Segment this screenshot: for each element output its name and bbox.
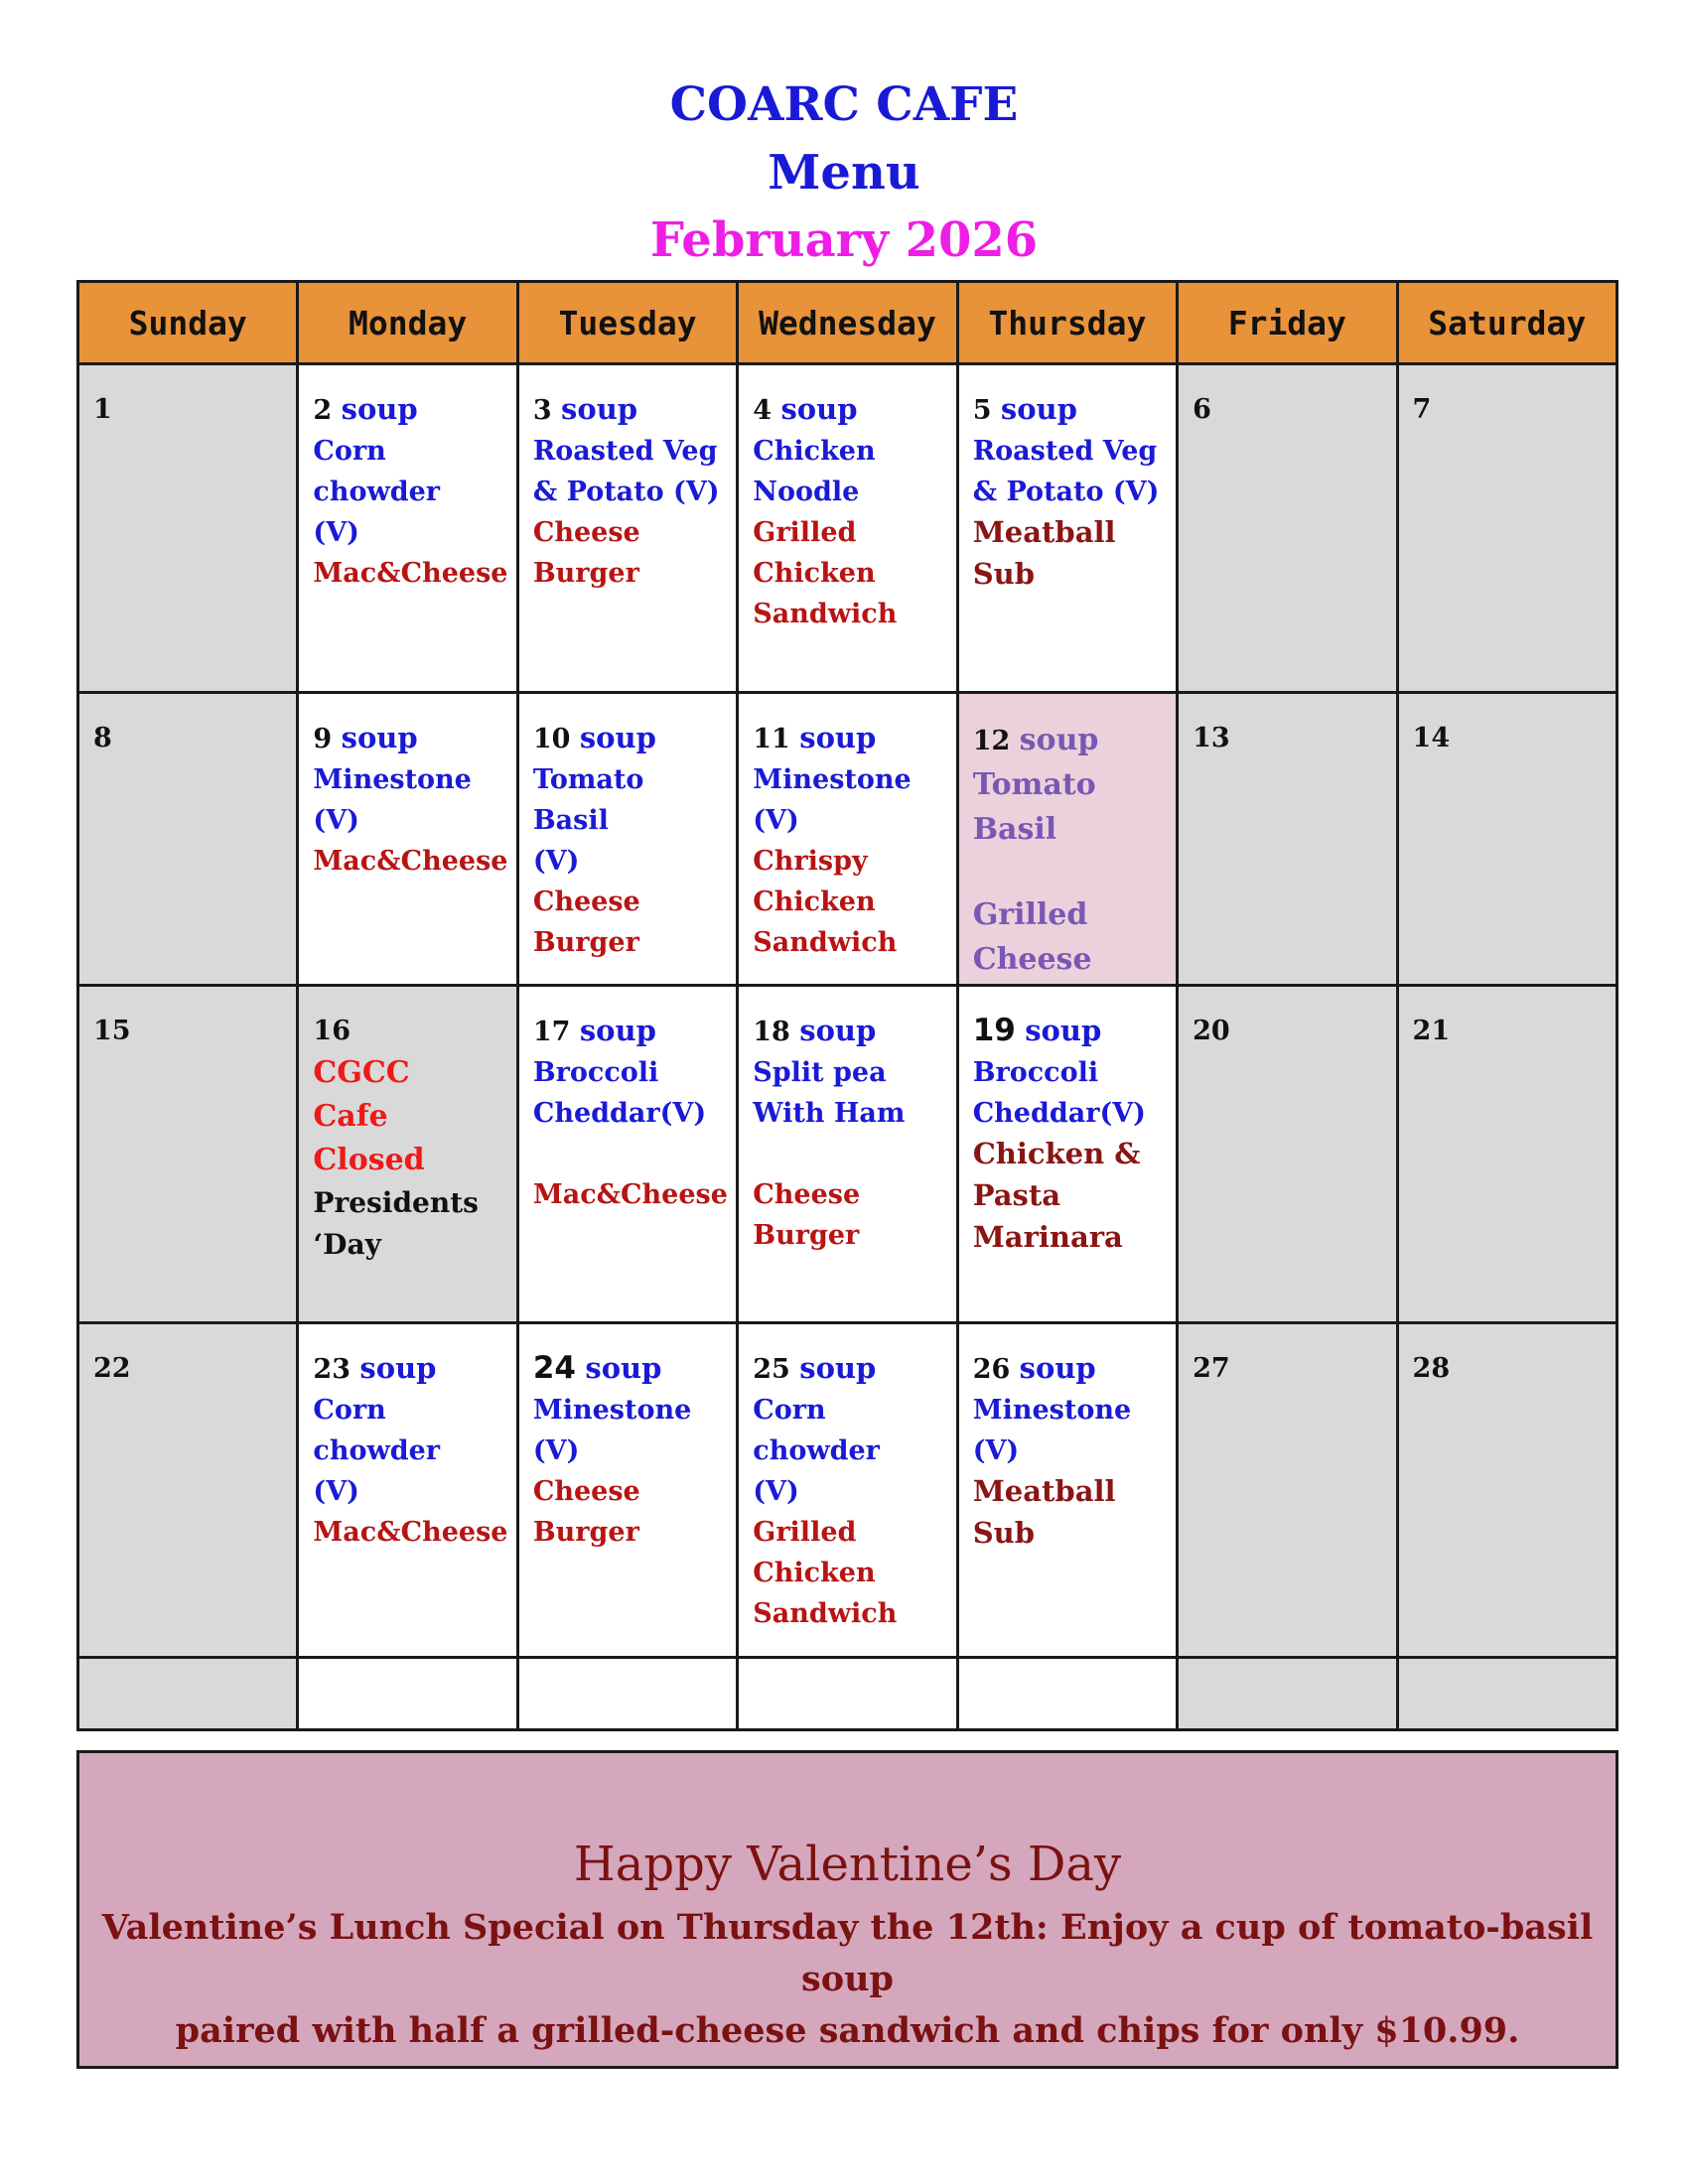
day-cell-16-closed	[298, 986, 517, 1322]
soup-name: Chicken	[753, 436, 876, 468]
day-cell-24	[517, 1322, 737, 1657]
day-cell-2	[298, 364, 517, 693]
week-row-4	[78, 1322, 1618, 1657]
cafe-title: COARC CAFE	[669, 77, 1019, 132]
entree-name: Pasta	[972, 1178, 1061, 1213]
day-number: 10	[532, 724, 571, 755]
day-number: 28	[1412, 1352, 1451, 1384]
day-cell-14	[1397, 693, 1617, 986]
empty-cell	[298, 1657, 517, 1729]
day-number: 14	[1412, 723, 1451, 754]
day-cell-4	[738, 364, 957, 693]
soup-name: & Potato (V)	[972, 477, 1160, 508]
weekday-thursday: Thursday	[957, 282, 1177, 364]
entree-name: Chicken	[753, 1557, 876, 1588]
day-cell-13	[1178, 693, 1397, 986]
banner-body	[79, 1902, 1616, 2057]
empty-cell	[738, 1657, 957, 1729]
day-number: 5	[972, 395, 992, 427]
day-number: 20	[1193, 1016, 1230, 1047]
closed-notice: Cafe Closed	[313, 1099, 425, 1178]
entree-name: Sandwich	[753, 1597, 898, 1629]
entree-name: Sandwich	[753, 927, 898, 959]
day-number: 27	[1193, 1352, 1230, 1384]
day-number: 18	[753, 1017, 790, 1048]
soup-label: soup	[579, 1014, 656, 1048]
soup-name: Split pea	[753, 1057, 887, 1089]
entree-name: Cheese	[972, 942, 1092, 978]
day-cell-25	[738, 1322, 957, 1657]
soup-label: soup	[561, 392, 638, 427]
day-number: 19	[972, 1013, 1016, 1049]
day-number: 1	[93, 394, 112, 426]
soup-name: Corn chowder	[313, 1394, 441, 1466]
day-cell-18	[738, 986, 957, 1322]
weekday-sunday: Sunday	[78, 282, 298, 364]
day-number: 3	[532, 395, 552, 427]
entree-name: Mac&Cheese	[313, 846, 508, 878]
soup-name: Broccoli	[972, 1057, 1099, 1089]
soup-label: soup	[1000, 392, 1077, 427]
empty-cell	[1397, 1657, 1617, 1729]
menu-calendar	[76, 280, 1618, 1731]
soup-name: Cheddar(V)	[532, 1098, 707, 1130]
empty-cell	[517, 1657, 737, 1729]
day-number: 16	[313, 1016, 351, 1047]
day-cell-22	[78, 1322, 298, 1657]
soup-name: Roasted Veg	[532, 436, 718, 468]
empty-cell	[78, 1657, 298, 1729]
weekday-header-row	[78, 282, 1618, 364]
day-number: 11	[753, 724, 790, 755]
entree-name: Sandwich	[753, 599, 898, 630]
holiday-note: Presidents	[313, 1186, 479, 1220]
entree-name: Chicken	[753, 887, 876, 918]
day-cell-11	[738, 693, 957, 986]
day-cell-28	[1397, 1322, 1617, 1657]
day-cell-27	[1178, 1322, 1397, 1657]
soup-name: With Ham	[753, 1098, 906, 1130]
soup-name: & Potato (V)	[532, 477, 720, 508]
banner-line-1: Valentine’s Lunch Special on Thursday the 12th: Enjoy a cup of tomato-basil soup	[101, 1907, 1594, 1999]
soup-name: (V)	[753, 1475, 799, 1507]
day-number: 24	[532, 1349, 576, 1386]
day-number: 2	[313, 395, 333, 427]
closed-notice: CGCC	[313, 1055, 410, 1091]
soup-name: (V)	[532, 846, 580, 878]
day-cell-6	[1178, 364, 1397, 693]
soup-name: (V)	[313, 805, 359, 837]
entree-name: Grilled	[972, 897, 1088, 933]
week-row-3	[78, 986, 1618, 1322]
soup-label: soup	[799, 1014, 877, 1048]
day-cell-10	[517, 693, 737, 986]
day-number: 13	[1193, 723, 1230, 754]
day-cell-7	[1397, 364, 1617, 693]
week-row-1	[78, 364, 1618, 693]
entree-name: Chicken	[753, 558, 876, 590]
day-number: 12	[972, 726, 1011, 757]
empty-cell	[1178, 1657, 1397, 1729]
soup-name: (V)	[972, 1434, 1020, 1466]
soup-name: Corn chowder	[313, 436, 441, 508]
soup-name: Corn chowder	[753, 1394, 880, 1466]
entree-name: Meatball Sub	[972, 1473, 1116, 1550]
day-number: 4	[753, 395, 773, 427]
entree-name: Marinara	[972, 1220, 1123, 1255]
soup-name: (V)	[532, 1434, 580, 1466]
weekday-monday: Monday	[298, 282, 517, 364]
entree-name: Grilled	[753, 517, 857, 549]
soup-label: soup	[1019, 723, 1099, 758]
weekday-wednesday: Wednesday	[738, 282, 957, 364]
day-cell-19	[957, 986, 1177, 1322]
day-number: 23	[313, 1353, 351, 1385]
day-cell-5	[957, 364, 1177, 693]
day-number: 26	[972, 1353, 1011, 1385]
entree-name: Mac&Cheese	[313, 558, 508, 590]
soup-label: soup	[585, 1350, 662, 1385]
soup-name: Minestone (V)	[753, 764, 912, 837]
entree-name: Chrispy	[753, 846, 868, 878]
holiday-note: ‘Day	[313, 1228, 381, 1262]
valentine-banner	[76, 1750, 1618, 2069]
day-cell-15	[78, 986, 298, 1322]
day-number: 6	[1193, 394, 1211, 426]
week-row-2	[78, 693, 1618, 986]
entree-name: Meatball Sub	[972, 515, 1116, 592]
week-row-empty	[78, 1657, 1618, 1729]
entree-name: Cheese Burger	[532, 1475, 640, 1548]
soup-name: Cheddar(V)	[972, 1098, 1146, 1130]
soup-label: soup	[780, 392, 858, 427]
soup-label: soup	[1019, 1350, 1096, 1385]
soup-label: soup	[341, 721, 418, 755]
day-number: 21	[1412, 1016, 1451, 1047]
soup-name: (V)	[313, 517, 359, 549]
soup-name: Roasted Veg	[972, 436, 1158, 468]
entree-name: Grilled	[753, 1516, 857, 1548]
soup-name: Minestone	[313, 764, 472, 796]
day-cell-26	[957, 1322, 1177, 1657]
soup-label: soup	[1025, 1014, 1102, 1048]
soup-name: Tomato Basil	[532, 764, 644, 837]
soup-name: Minestone	[972, 1394, 1132, 1426]
empty-cell	[957, 1657, 1177, 1729]
day-cell-17	[517, 986, 737, 1322]
soup-name: (V)	[313, 1475, 359, 1507]
day-number: 17	[532, 1017, 571, 1048]
entree-name: Cheese Burger	[532, 887, 640, 959]
soup-label: soup	[579, 721, 656, 755]
day-cell-8	[78, 693, 298, 986]
day-number: 22	[93, 1352, 131, 1384]
entree-name: Chicken &	[972, 1137, 1141, 1171]
day-cell-23	[298, 1322, 517, 1657]
day-cell-3	[517, 364, 737, 693]
soup-name: Minestone	[532, 1394, 692, 1426]
soup-label: soup	[359, 1350, 437, 1385]
banner-line-2: paired with half a grilled-cheese sandwich and chips for only $10.99.	[175, 2010, 1520, 2051]
day-cell-21	[1397, 986, 1617, 1322]
day-cell-9	[298, 693, 517, 986]
day-cell-12-valentine-special	[957, 693, 1177, 986]
weekday-friday: Friday	[1178, 282, 1397, 364]
entree-name: Cheese Burger	[532, 517, 640, 590]
soup-name: Noodle	[753, 477, 860, 508]
day-number: 9	[313, 724, 333, 755]
soup-label: soup	[799, 721, 877, 755]
weekday-tuesday: Tuesday	[517, 282, 737, 364]
day-cell-20	[1178, 986, 1397, 1322]
day-number: 7	[1412, 394, 1432, 426]
day-number: 15	[93, 1016, 131, 1047]
menu-subtitle: Menu	[768, 145, 920, 201]
soup-label: soup	[341, 392, 418, 427]
entree-name: Cheese Burger	[753, 1179, 861, 1252]
day-number: 8	[93, 723, 112, 754]
entree-name: Mac&Cheese	[313, 1516, 508, 1548]
soup-name: Tomato Basil	[972, 767, 1096, 848]
day-number: 25	[753, 1353, 790, 1385]
entree-name: Mac&Cheese	[532, 1179, 728, 1211]
weekday-saturday: Saturday	[1397, 282, 1617, 364]
soup-name: Broccoli	[532, 1057, 659, 1089]
soup-label: soup	[799, 1350, 877, 1385]
banner-title: Happy Valentine’s Day	[573, 1837, 1122, 1892]
month-title: February 2026	[649, 212, 1039, 268]
day-cell-1	[78, 364, 298, 693]
